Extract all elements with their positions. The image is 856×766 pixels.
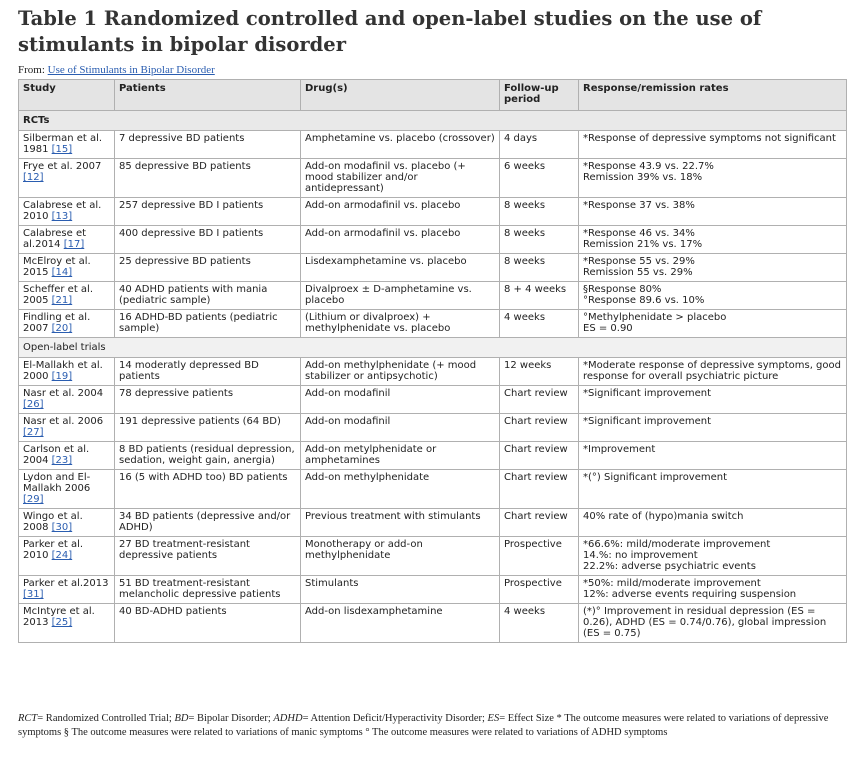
cell-followup: 4 days bbox=[500, 131, 579, 159]
section-row bbox=[19, 111, 847, 131]
table-row bbox=[19, 576, 847, 604]
reference-link[interactable]: [27] bbox=[23, 427, 44, 438]
cell-study: McIntyre et al. 2013 [25] bbox=[19, 604, 115, 643]
reference-link[interactable]: [19] bbox=[51, 371, 73, 382]
cell-followup: 8 weeks bbox=[500, 198, 579, 226]
cell-drugs: Add-on armodafinil vs. placebo bbox=[301, 198, 500, 226]
cell-study: Parker et al. 2010 [24] bbox=[19, 537, 115, 576]
cell-followup: Chart review bbox=[500, 442, 579, 470]
cell-response: §Response 80% °Response 89.6 vs. 10% bbox=[579, 282, 847, 310]
cell-patients: 85 depressive BD patients bbox=[115, 159, 301, 198]
table-row bbox=[19, 254, 847, 282]
header-response: Response/remission rates bbox=[579, 80, 847, 111]
cell-study: Calabrese et al.2014 [17] bbox=[19, 226, 115, 254]
cell-response: *(°) Significant improvement bbox=[579, 470, 847, 509]
cell-followup: 6 weeks bbox=[500, 159, 579, 198]
cell-study: Silberman et al. 1981 [15] bbox=[19, 131, 115, 159]
cell-drugs: Lisdexamphetamine vs. placebo bbox=[301, 254, 500, 282]
cell-patients: 40 ADHD patients with mania (pediatric sample) bbox=[115, 282, 301, 310]
cell-study: McElroy et al. 2015 [14] bbox=[19, 254, 115, 282]
from-label: From: bbox=[18, 64, 45, 76]
cell-response: 40% rate of (hypo)mania switch bbox=[579, 509, 847, 537]
cell-patients: 8 BD patients (residual depression, sedation, weight gain, anergia) bbox=[115, 442, 301, 470]
cell-response: *Response 37 vs. 38% bbox=[579, 198, 847, 226]
cell-study: Parker et al.2013 [31] bbox=[19, 576, 115, 604]
cell-study: Nasr et al. 2006 [27] bbox=[19, 414, 115, 442]
reference-link[interactable]: [15] bbox=[51, 144, 73, 155]
cell-patients: 191 depressive patients (64 BD) bbox=[115, 414, 301, 442]
cell-response: *Significant improvement bbox=[579, 414, 847, 442]
cell-followup: Chart review bbox=[500, 414, 579, 442]
table-row bbox=[19, 509, 847, 537]
reference-link[interactable]: [25] bbox=[51, 617, 73, 628]
table-row bbox=[19, 386, 847, 414]
cell-followup: 8 weeks bbox=[500, 226, 579, 254]
reference-link[interactable]: [24] bbox=[51, 550, 73, 561]
cell-patients: 16 ADHD-BD patients (pediatric sample) bbox=[115, 310, 301, 338]
cell-followup: Prospective bbox=[500, 537, 579, 576]
table-row bbox=[19, 414, 847, 442]
cell-study: Scheffer et al. 2005 [21] bbox=[19, 282, 115, 310]
cell-response: *66.6%: mild/moderate improvement 14.%: no improvement 22.2%: adverse psychiatric events bbox=[579, 537, 847, 576]
reference-link[interactable]: [17] bbox=[63, 239, 85, 250]
footnote-abbr: ADHD bbox=[273, 713, 303, 724]
cell-drugs: Add-on metylphenidate or amphetamines bbox=[301, 442, 500, 470]
cell-response: *Moderate response of depressive symptoms, good response for overall psychiatric picture bbox=[579, 358, 847, 386]
cell-patients: 400 depressive BD I patients bbox=[115, 226, 301, 254]
cell-drugs: (Lithium or divalproex) + methylphenidate vs. placebo bbox=[301, 310, 500, 338]
table-row bbox=[19, 442, 847, 470]
cell-followup: 8 weeks bbox=[500, 254, 579, 282]
table-row bbox=[19, 470, 847, 509]
section-label: Open-label trials bbox=[19, 338, 847, 358]
table-footnote: RCT= Randomized Controlled Trial; BD= Bipolar Disorder; ADHD= Attention Deficit/Hyperactivity Disorder; ES= Effect Size * The outcome measures were related to variations of depressive symptoms § The outcome measures were related to variations of manic symptoms ° The outcome measures were related to variations of ADHD symptoms bbox=[18, 713, 829, 738]
cell-patients: 51 BD treatment-resistant melancholic depressive patients bbox=[115, 576, 301, 604]
header-followup: Follow-up period bbox=[500, 80, 579, 111]
header-patients: Patients bbox=[115, 80, 301, 111]
cell-patients: 257 depressive BD I patients bbox=[115, 198, 301, 226]
cell-patients: 14 moderatly depressed BD patients bbox=[115, 358, 301, 386]
reference-link[interactable]: [23] bbox=[51, 455, 73, 466]
cell-followup: 4 weeks bbox=[500, 604, 579, 643]
cell-response: °Methylphenidate > placebo ES = 0.90 bbox=[579, 310, 847, 338]
reference-link[interactable]: [13] bbox=[51, 211, 73, 222]
section-row bbox=[19, 338, 847, 358]
reference-link[interactable]: [14] bbox=[51, 267, 73, 278]
reference-link[interactable]: [29] bbox=[23, 494, 44, 505]
table-row bbox=[19, 358, 847, 386]
cell-drugs: Add-on methylphenidate (+ mood stabilizer or antipsychotic) bbox=[301, 358, 500, 386]
cell-drugs: Monotherapy or add-on methylphenidate bbox=[301, 537, 500, 576]
cell-drugs: Stimulants bbox=[301, 576, 500, 604]
cell-followup: Chart review bbox=[500, 386, 579, 414]
cell-study: El-Mallakh et al. 2000 [19] bbox=[19, 358, 115, 386]
cell-drugs: Amphetamine vs. placebo (crossover) bbox=[301, 131, 500, 159]
footnote-abbr: RCT bbox=[18, 713, 38, 724]
cell-followup: Chart review bbox=[500, 509, 579, 537]
source-article-link[interactable]: Use of Stimulants in Bipolar Disorder bbox=[47, 64, 215, 76]
table-row bbox=[19, 198, 847, 226]
table-row bbox=[19, 310, 847, 338]
cell-patients: 16 (5 with ADHD too) BD patients bbox=[115, 470, 301, 509]
cell-drugs: Add-on modafinil bbox=[301, 386, 500, 414]
cell-response: *Improvement bbox=[579, 442, 847, 470]
cell-followup: Chart review bbox=[500, 470, 579, 509]
table-header-row bbox=[19, 80, 847, 111]
cell-response: (*)° Improvement in residual depression (ES = 0.26), ADHD (ES = 0.74/0.76), global impression (ES = 0.75) bbox=[579, 604, 847, 643]
reference-link[interactable]: [21] bbox=[51, 295, 73, 306]
table-row bbox=[19, 131, 847, 159]
cell-drugs: Add-on armodafinil vs. placebo bbox=[301, 226, 500, 254]
cell-response: *50%: mild/moderate improvement 12%: adverse events requiring suspension bbox=[579, 576, 847, 604]
cell-drugs: Add-on methylphenidate bbox=[301, 470, 500, 509]
cell-study: Findling et al. 2007 [20] bbox=[19, 310, 115, 338]
cell-patients: 27 BD treatment-resistant depressive patients bbox=[115, 537, 301, 576]
section-label: RCTs bbox=[19, 111, 847, 131]
cell-response: *Significant improvement bbox=[579, 386, 847, 414]
cell-followup: 4 weeks bbox=[500, 310, 579, 338]
cell-study: Carlson et al. 2004 [23] bbox=[19, 442, 115, 470]
footnote-abbr: ES bbox=[487, 713, 500, 724]
header-drugs: Drug(s) bbox=[301, 80, 500, 111]
cell-patients: 78 depressive patients bbox=[115, 386, 301, 414]
header-study: Study bbox=[19, 80, 115, 111]
reference-link[interactable]: [12] bbox=[23, 172, 44, 183]
cell-study: Frye et al. 2007 [12] bbox=[19, 159, 115, 198]
cell-drugs: Previous treatment with stimulants bbox=[301, 509, 500, 537]
cell-study: Nasr et al. 2004 [26] bbox=[19, 386, 115, 414]
table-title: Table 1 Randomized controlled and open-label studies on the use of stimulants in bipolar disorder bbox=[18, 7, 762, 56]
table-row bbox=[19, 537, 847, 576]
reference-link[interactable]: [20] bbox=[51, 323, 73, 334]
cell-drugs: Add-on lisdexamphetamine bbox=[301, 604, 500, 643]
table-row bbox=[19, 226, 847, 254]
reference-link[interactable]: [30] bbox=[51, 522, 73, 533]
cell-patients: 25 depressive BD patients bbox=[115, 254, 301, 282]
cell-followup: 8 + 4 weeks bbox=[500, 282, 579, 310]
reference-link[interactable]: [26] bbox=[23, 399, 44, 410]
cell-response: *Response 55 vs. 29% Remission 55 vs. 29% bbox=[579, 254, 847, 282]
table-row bbox=[19, 159, 847, 198]
cell-followup: Prospective bbox=[500, 576, 579, 604]
footnote-abbr: BD bbox=[174, 713, 189, 724]
reference-link[interactable]: [31] bbox=[23, 589, 44, 600]
cell-response: *Response 43.9 vs. 22.7% Remission 39% vs. 18% bbox=[579, 159, 847, 198]
table-body bbox=[19, 111, 847, 643]
cell-patients: 40 BD-ADHD patients bbox=[115, 604, 301, 643]
table-row bbox=[19, 282, 847, 310]
cell-drugs: Add-on modafinil bbox=[301, 414, 500, 442]
source-line bbox=[18, 64, 215, 76]
cell-study: Calabrese et al. 2010 [13] bbox=[19, 198, 115, 226]
cell-study: Lydon and El-Mallakh 2006 [29] bbox=[19, 470, 115, 509]
cell-patients: 34 BD patients (depressive and/or ADHD) bbox=[115, 509, 301, 537]
cell-patients: 7 depressive BD patients bbox=[115, 131, 301, 159]
table-row bbox=[19, 604, 847, 643]
cell-response: *Response of depressive symptoms not significant bbox=[579, 131, 847, 159]
cell-response: *Response 46 vs. 34% Remission 21% vs. 17% bbox=[579, 226, 847, 254]
studies-table bbox=[18, 79, 847, 643]
cell-drugs: Add-on modafinil vs. placebo (+ mood stabilizer and/or antidepressant) bbox=[301, 159, 500, 198]
cell-followup: 12 weeks bbox=[500, 358, 579, 386]
cell-drugs: Divalproex ± D-amphetamine vs. placebo bbox=[301, 282, 500, 310]
cell-study: Wingo et al. 2008 [30] bbox=[19, 509, 115, 537]
